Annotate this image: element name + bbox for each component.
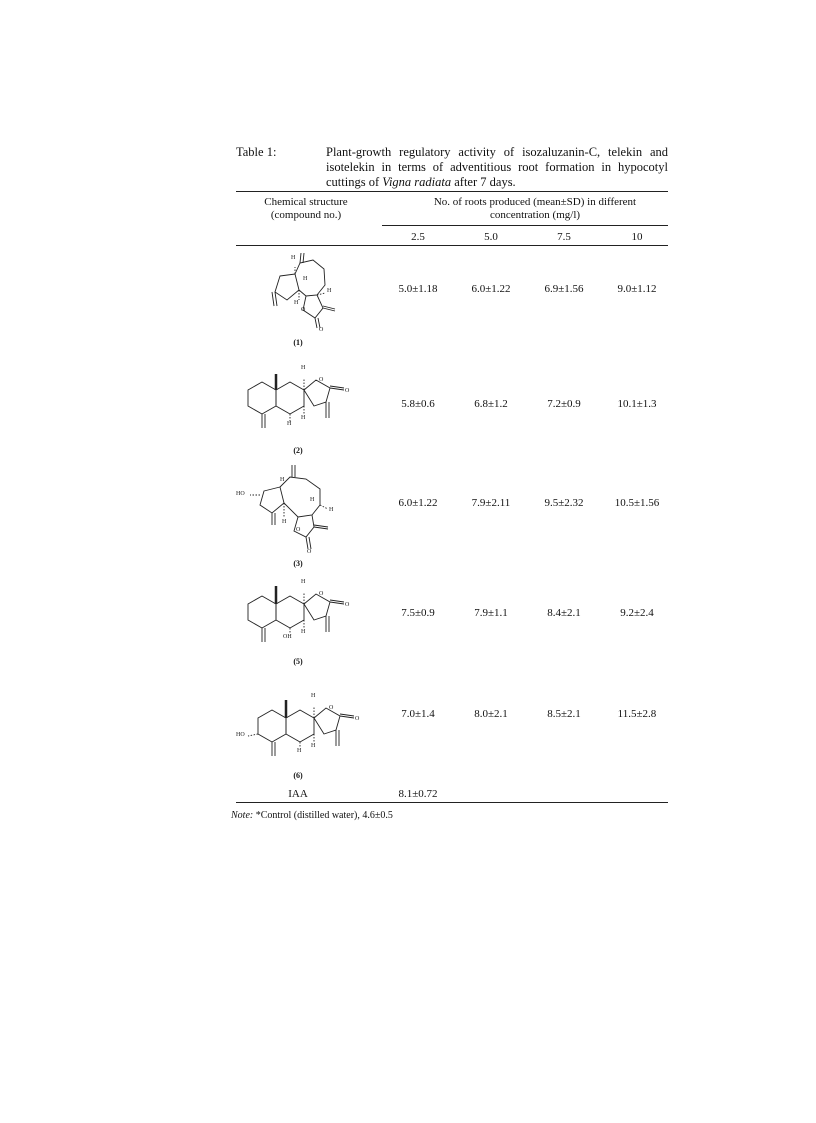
group-rule xyxy=(382,225,668,226)
atom-label: H xyxy=(310,497,315,503)
title-text: Plant-growth regulatory activity of isozaluzanin-C, telekin and isotelekin in terms of adventitious root formation in hypocotyl cuttings of xyxy=(326,145,668,189)
atom-label: HO xyxy=(236,491,245,497)
table-cell: 7.9±2.11 xyxy=(471,497,511,509)
compound-label: (5) xyxy=(293,657,303,666)
header-conc: 10 xyxy=(631,231,643,243)
compound-label: (6) xyxy=(293,771,303,780)
note-prefix: Note: xyxy=(231,810,254,821)
table-cell: 9.5±2.32 xyxy=(544,497,584,509)
atom-label: H xyxy=(297,748,302,754)
atom-label: H xyxy=(301,629,306,635)
table-note xyxy=(231,810,393,821)
atom-label: O xyxy=(307,549,312,555)
structure-compound-2 xyxy=(240,362,360,432)
atom-label: H xyxy=(280,477,285,483)
table-cell: 6.0±1.22 xyxy=(398,497,438,509)
atom-label: H xyxy=(301,365,306,371)
table-cell: 10.1±1.3 xyxy=(617,398,657,410)
species-name: Vigna radiata xyxy=(382,175,452,189)
header-roots: No. of roots produced (mean±SD) in different concentration (mg/l) xyxy=(433,196,637,221)
atom-label: O xyxy=(355,716,360,722)
atom-label: HO xyxy=(236,732,245,738)
atom-label: H xyxy=(303,276,308,282)
atom-label: O xyxy=(329,705,334,711)
compound-label: (1) xyxy=(293,338,303,347)
structure-compound-5 xyxy=(240,576,360,651)
atom-label: O xyxy=(345,388,350,394)
atom-label: O xyxy=(345,602,350,608)
table-cell: 10.5±1.56 xyxy=(614,497,660,509)
iaa-value: 8.1±0.72 xyxy=(398,788,438,800)
table-cell: 7.5±0.9 xyxy=(401,607,435,619)
atom-label: H xyxy=(329,507,334,513)
table-cell: 8.5±2.1 xyxy=(547,708,581,720)
table-cell: 5.8±0.6 xyxy=(401,398,435,410)
table-cell: 6.0±1.22 xyxy=(471,283,511,295)
structure-compound-1 xyxy=(255,252,345,337)
table-label: Table 1: xyxy=(236,145,277,159)
table-cell: 6.8±1.2 xyxy=(474,398,508,410)
table-cell: 7.2±0.9 xyxy=(547,398,581,410)
table-cell: 11.5±2.8 xyxy=(617,708,657,720)
table-cell: 7.0±1.4 xyxy=(401,708,435,720)
atom-label: H xyxy=(311,743,316,749)
atom-label: H xyxy=(291,255,296,261)
compound-label: (2) xyxy=(293,446,303,455)
compound-label: (3) xyxy=(293,559,303,568)
atom-label: O xyxy=(301,307,306,313)
note-text: *Control (distilled water), 4.6±0.5 xyxy=(253,810,393,821)
atom-label: H xyxy=(301,415,306,421)
atom-label: H xyxy=(294,300,299,306)
atom-label: H xyxy=(287,421,292,427)
table-cell: 8.4±2.1 xyxy=(547,607,581,619)
header-conc: 7.5 xyxy=(557,231,571,243)
header-conc: 5.0 xyxy=(484,231,498,243)
iaa-label: IAA xyxy=(288,788,308,800)
atom-label: H xyxy=(282,519,287,525)
table-cell: 9.2±2.4 xyxy=(620,607,654,619)
atom-label: H xyxy=(311,693,316,699)
table-cell: 9.0±1.12 xyxy=(617,283,657,295)
atom-label: O xyxy=(319,327,324,333)
atom-label: O xyxy=(296,527,301,533)
title-tail: after 7 days. xyxy=(451,175,516,189)
header-rule xyxy=(236,245,668,246)
structure-compound-6 xyxy=(236,690,366,765)
atom-label: H xyxy=(301,579,306,585)
atom-label: H xyxy=(327,288,332,294)
header-structure: Chemical structure (compound no.) xyxy=(264,196,348,221)
table-cell: 7.9±1.1 xyxy=(474,607,508,619)
table-title xyxy=(326,145,668,190)
table-cell: 6.9±1.56 xyxy=(544,283,584,295)
atom-label: O xyxy=(319,377,324,383)
atom-label: OH xyxy=(283,634,292,640)
header-conc: 2.5 xyxy=(411,231,425,243)
table-cell: 5.0±1.18 xyxy=(398,283,438,295)
structure-compound-3 xyxy=(236,463,346,558)
atom-label: O xyxy=(319,591,324,597)
top-rule xyxy=(236,191,668,192)
table-cell: 8.0±2.1 xyxy=(474,708,508,720)
bottom-rule xyxy=(236,802,668,803)
